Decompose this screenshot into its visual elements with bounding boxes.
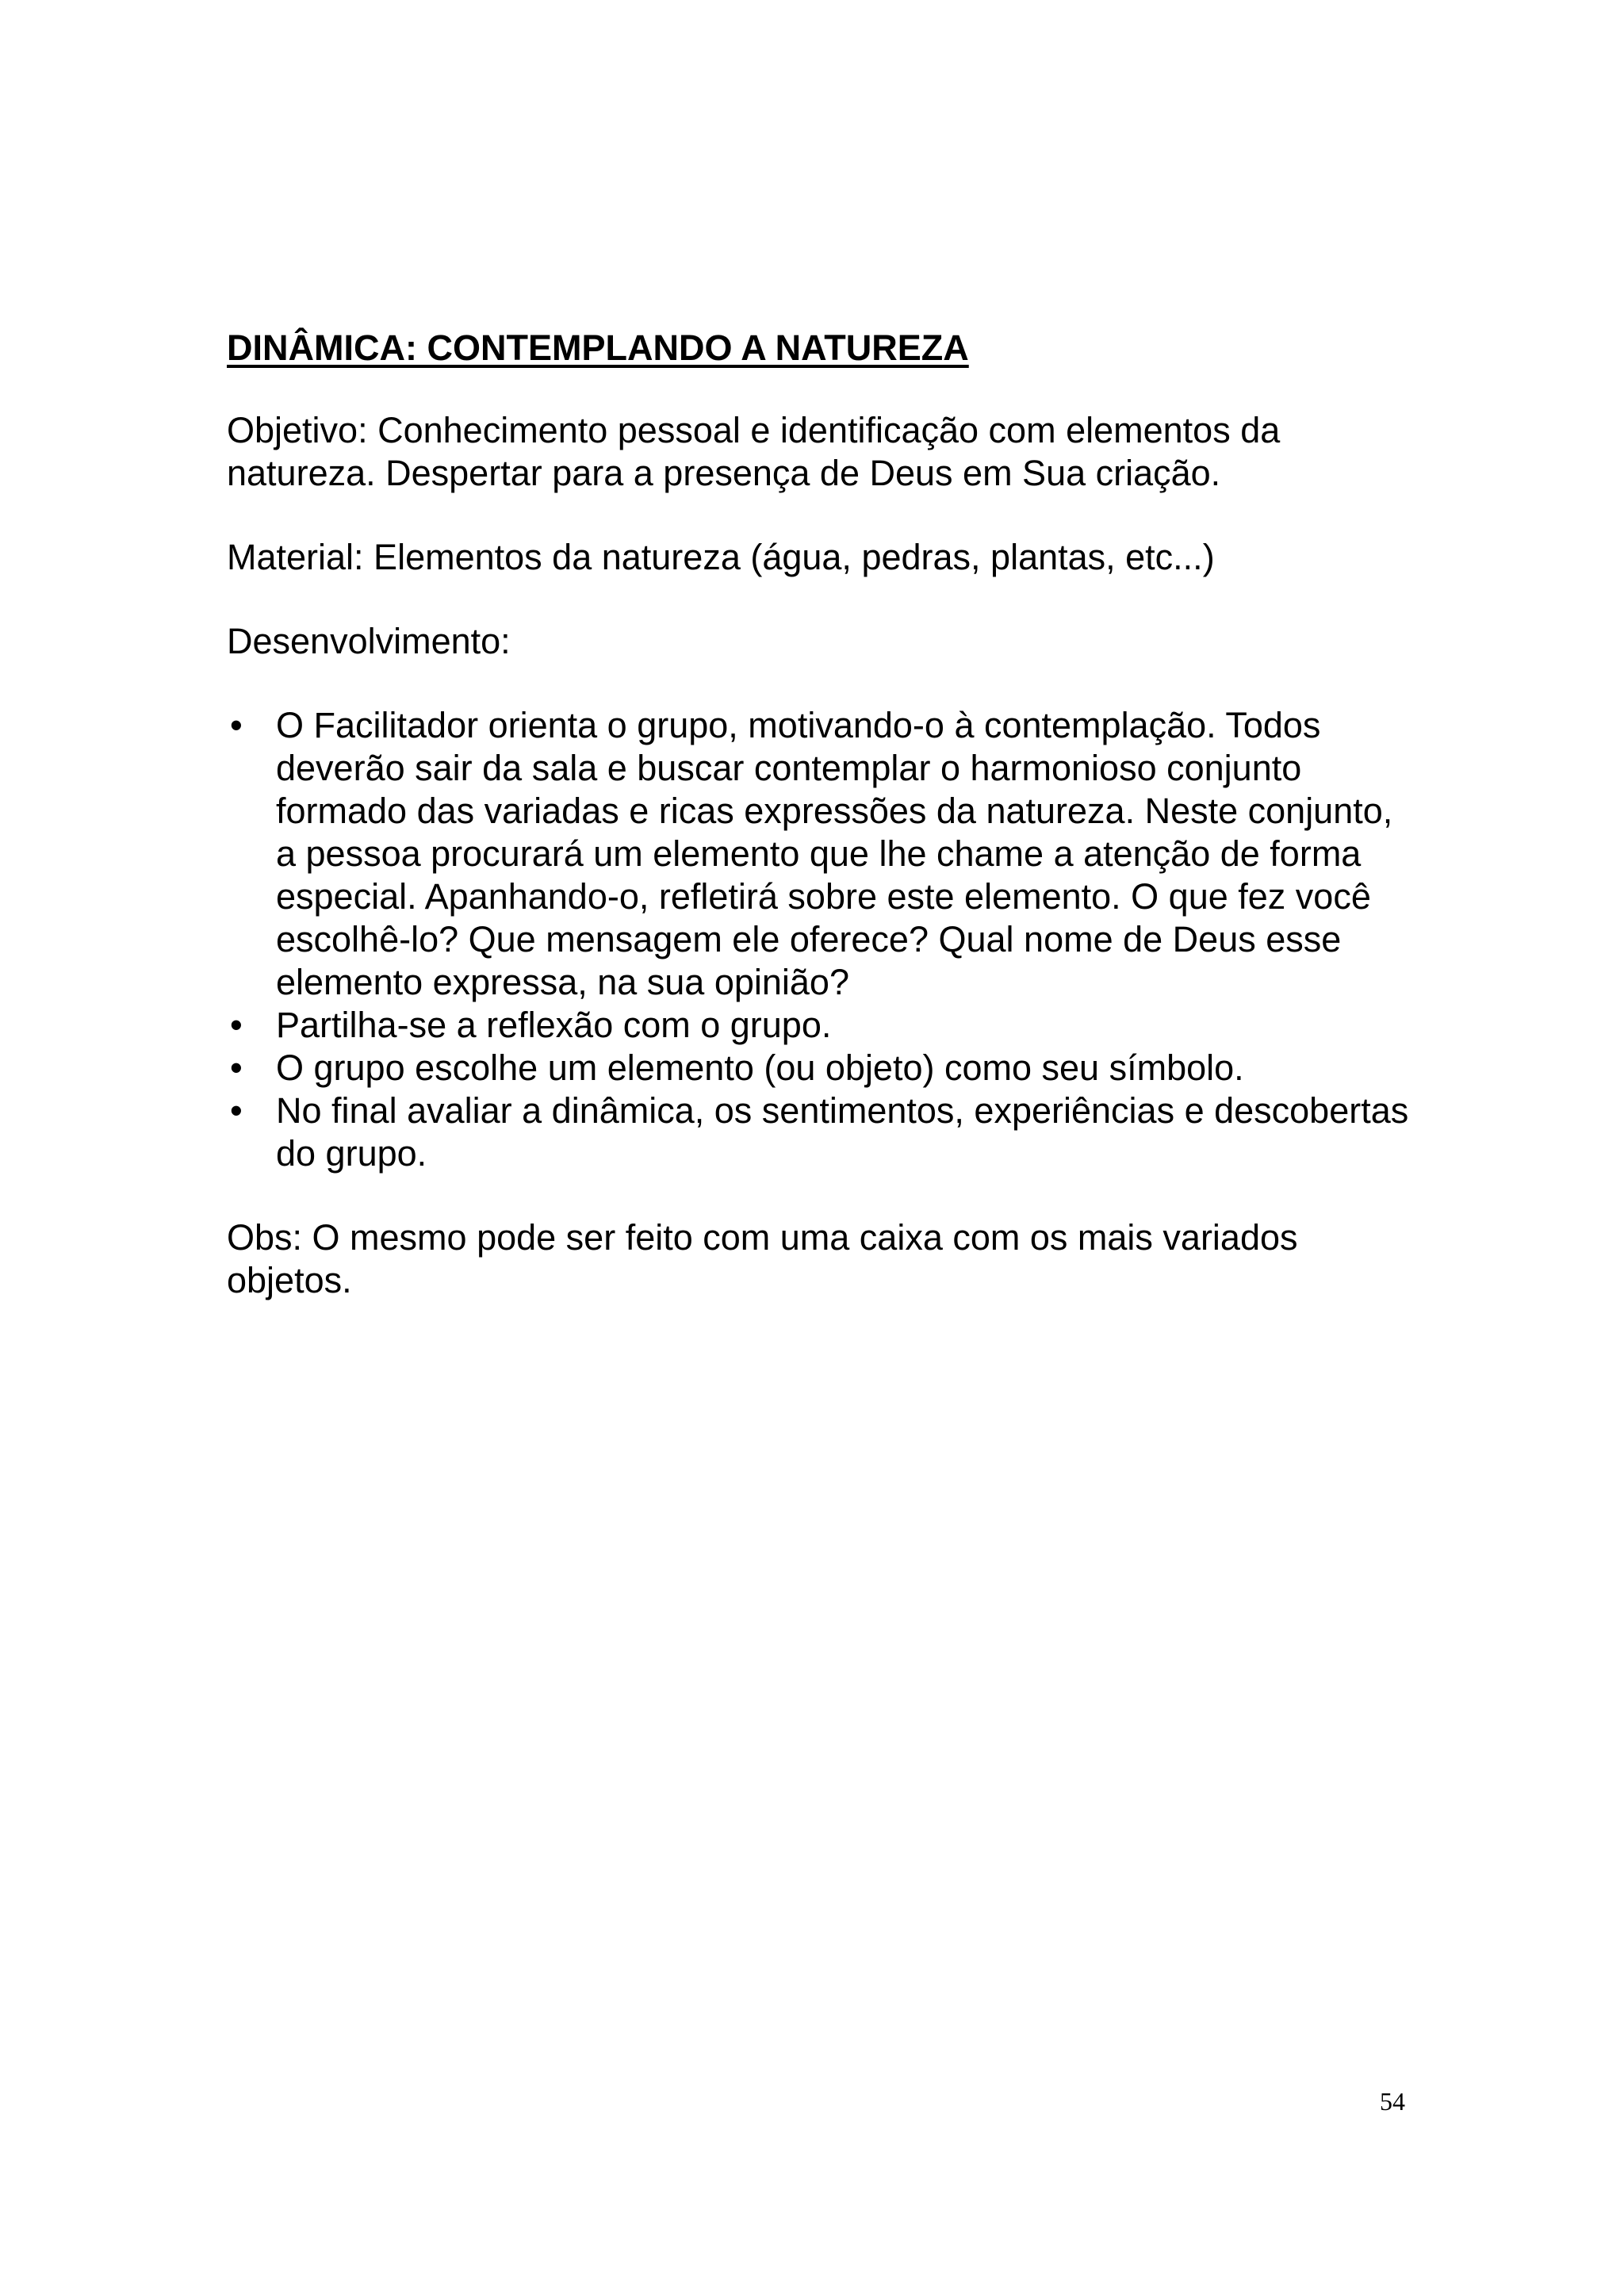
list-item xyxy=(227,1090,1416,1175)
steps-list xyxy=(227,704,1416,1175)
objective-paragraph: Objetivo: Conhecimento pessoal e identificação com elementos da natureza. Despertar para a presença de Deus em Sua criação. xyxy=(227,410,1281,493)
list-item-text: No final avaliar a dinâmica, os sentimentos, experiências e descobertas do grupo. xyxy=(276,1090,1409,1174)
list-item xyxy=(227,1047,1416,1090)
note-paragraph: Obs: O mesmo pode ser feito com uma caixa com os mais variados objetos. xyxy=(227,1217,1298,1300)
bullet-icon: • xyxy=(230,1090,243,1131)
list-item-text: Partilha-se a reflexão com o grupo. xyxy=(276,1005,832,1045)
bullet-icon: • xyxy=(230,1047,243,1088)
list-item-text: O Facilitador orienta o grupo, motivando-o à contemplação. Todos deverão sair da sala e buscar contemplar o harmonioso conjunto formado das variadas e ricas expressões da natureza. Neste conjunto, a pessoa procurará um elemento que lhe chame a atenção de forma especial. Apanhando-o, refletirá sobre este elemento. O que fez você escolhê-lo? Que mensagem ele oferece? Qual nome de Deus esse elemento expressa, na sua opinião? xyxy=(276,705,1393,1002)
bullet-icon: • xyxy=(230,705,243,745)
list-item xyxy=(227,1004,1416,1047)
bullet-icon: • xyxy=(230,1005,243,1045)
list-item xyxy=(227,704,1416,1004)
document-content xyxy=(227,327,1416,1343)
page-number: 54 xyxy=(1380,2087,1405,2116)
list-item-text: O grupo escolhe um elemento (ou objeto) como seu símbolo. xyxy=(276,1047,1244,1088)
document-title: DINÂMICA: CONTEMPLANDO A NATUREZA xyxy=(227,327,969,368)
development-label: Desenvolvimento: xyxy=(227,621,511,661)
material-paragraph: Material: Elementos da natureza (água, pedras, plantas, etc...) xyxy=(227,537,1215,577)
